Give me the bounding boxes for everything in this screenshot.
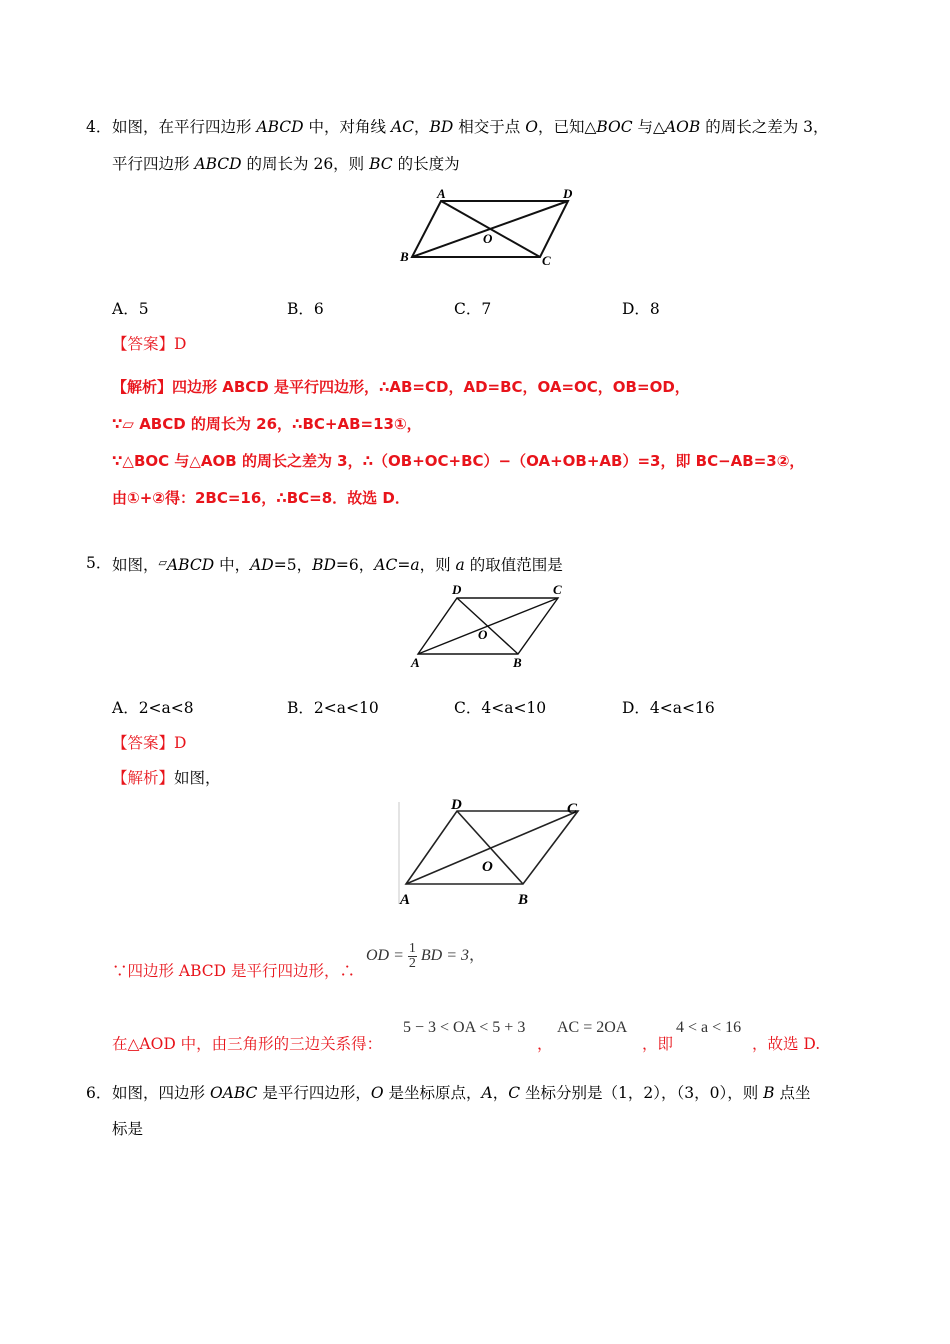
q5-fig2-label-d: D (451, 797, 462, 813)
q5-label-o: O (478, 627, 488, 642)
q4-answer: 【答案】D (112, 335, 187, 353)
q5-analysis-lead: 【解析】如图， (112, 769, 221, 787)
q5-reason2-inequality: 5 − 3 < OA < 5 + 3 (403, 1019, 526, 1036)
q4-label-b: B (400, 249, 409, 264)
q5-option-b: B．2<a<10 (287, 699, 379, 717)
q5-option-d: D．4<a<16 (622, 699, 715, 717)
q5-label-c: C (553, 582, 562, 597)
q5-stem-line1: 如图，▱ABCD 中，AD=5，BD=6，AC=a，则 a 的取值范围是 (112, 556, 563, 574)
q4-label-o: O (483, 231, 493, 246)
q5-reason2-text: 在△AOD 中，由三角形的三边关系得： (112, 1035, 383, 1053)
q4-label-c: C (542, 253, 551, 268)
q5-reason2-sep2: ，即 (642, 1035, 674, 1053)
q4-parallelogram-figure (395, 182, 585, 268)
q5-reason2-result: 4 < a < 16 (676, 1019, 742, 1036)
q4-analysis-line2: ∵▱ ABCD 的周长为 26，∴BC+AB=13①， (112, 415, 422, 433)
q5-number: 5． (86, 554, 112, 572)
q4-analysis-line3: ∵△BOC 与△AOB 的周长之差为 3，∴（OB+OC+BC）−（OA+OB+AB）=3，即 BC−AB=3②， (112, 452, 805, 470)
q5-reason2-tail: ，故选 D. (752, 1035, 821, 1053)
q4-option-a: A．5 (112, 300, 149, 318)
q5-fig2-label-a: A (400, 892, 411, 908)
q4-label-a: A (437, 186, 446, 201)
q4-number: 4． (86, 118, 112, 136)
q4-stem-line2: 平行四边形 ABCD 的周长为 26，则 BC 的长度为 (112, 155, 460, 173)
q6-stem-line1: 如图，四边形 OABC 是平行四边形，O 是坐标原点，A，C 坐标分别是（1，2），（3，0），则 B 点坐 (112, 1084, 811, 1102)
q5-option-a: A．2<a<8 (112, 699, 194, 717)
q5-answer: 【答案】D (112, 734, 187, 752)
q5-label-a: A (411, 655, 420, 670)
q6-number: 6． (86, 1084, 112, 1102)
q5-reason1-formula: OD = $\frac{1}{2}$ BD = 3， (366, 941, 486, 971)
q5-label-d: D (452, 582, 462, 597)
q4-analysis-line4: 由①+②得：2BC=16，∴BC=8．故选 D． (112, 489, 410, 507)
q4-option-d: D．8 (622, 300, 660, 318)
q5-reason1-text: ∵四边形 ABCD 是平行四边形，∴ (112, 962, 356, 980)
q5-reason2-sep1: ， (537, 1035, 553, 1053)
q5-reason2-ac-formula: AC = 2OA (557, 1019, 628, 1036)
q5-analysis-figure (393, 796, 585, 912)
q5-parallelogram-figure (405, 580, 575, 672)
q4-analysis-line1: 【解析】四边形 ABCD 是平行四边形，∴AB=CD，AD=BC，OA=OC，OB=OD， (112, 378, 690, 396)
q5-fig2-label-b: B (518, 892, 529, 908)
q4-stem-line1: 如图，在平行四边形 ABCD 中，对角线 AC，BD 相交于点 O，已知△BOC 与△AOB 的周长之差为 3， (112, 118, 829, 136)
q4-option-b: B．6 (287, 300, 324, 318)
q5-option-c: C．4<a<10 (454, 699, 547, 717)
q5-fig2-label-c: C (567, 801, 578, 817)
q6-stem-line2: 标是 (112, 1120, 144, 1138)
q4-option-c: C．7 (454, 300, 492, 318)
q5-label-b: B (513, 655, 522, 670)
q4-label-d: D (563, 186, 573, 201)
q5-fig2-label-o: O (482, 859, 493, 875)
